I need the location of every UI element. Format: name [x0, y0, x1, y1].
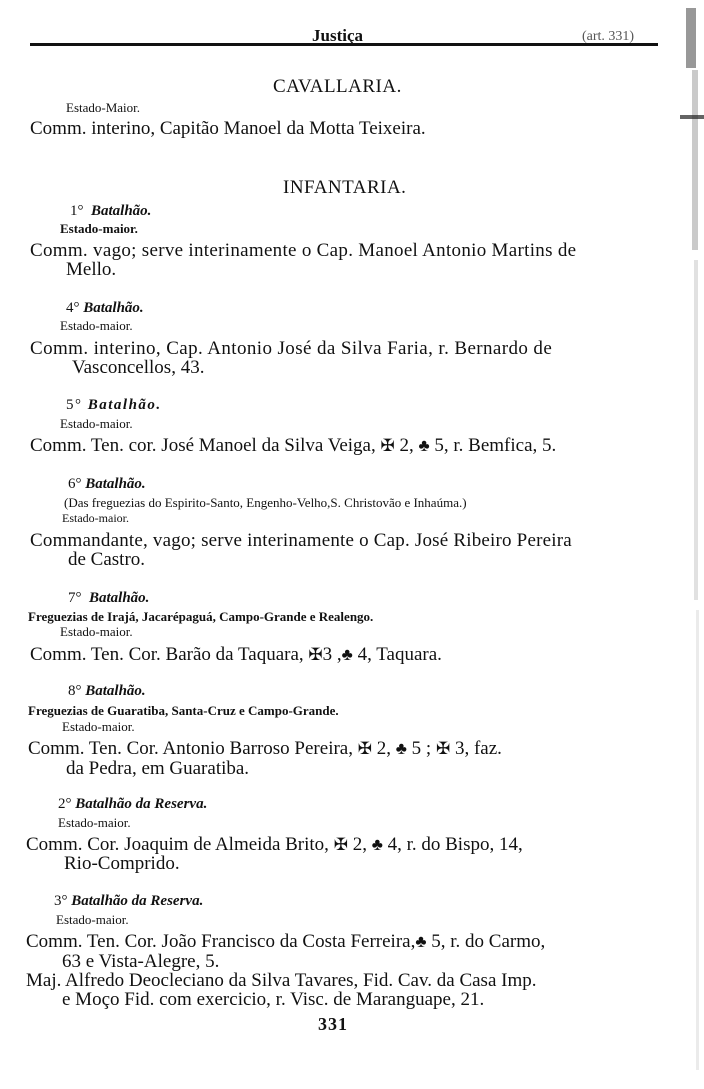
battalion-title: Batalhão. [85, 683, 146, 699]
cross-icon: ✠ [308, 645, 323, 664]
entry-text: Comm. Ten. Cor. Antonio Barroso Pereira, [28, 738, 353, 759]
parish-note: (Das freguezias do Espirito-Santo, Engenho-Velho,S. Christovão e Inhaúma.) [64, 495, 467, 510]
entry-text: Comm. Ten. Cor. João Francisco da Costa Ferreira, [26, 931, 416, 952]
entry-line: Mello. [66, 259, 117, 280]
cross-icon: ✠ [357, 739, 372, 758]
staff-label: Estado-maior. [62, 719, 135, 734]
entry-text: 4, Taquara. [357, 644, 442, 665]
entry-line: Comm. interino, Cap. Antonio José da Silva Faria, r. Bernardo de [30, 338, 553, 359]
battalion-title: Batalhão da Reserva. [71, 893, 204, 909]
header-rule [30, 43, 658, 46]
battalion-title: Batalhão da Reserva. [75, 796, 208, 812]
battalion-heading [54, 893, 203, 910]
section-heading-infantaria: INFANTARIA. [283, 177, 407, 198]
battalion-title: Batalhão. [87, 397, 162, 413]
battalion-number: 8° [68, 683, 82, 699]
battalion-number: 2° [58, 796, 72, 812]
page-number: 331 [318, 1014, 348, 1034]
entry-line: da Pedra, em Guaratiba. [66, 758, 250, 779]
battalion-heading [58, 796, 207, 813]
staff-label: Estado-maior. [60, 624, 133, 639]
entry-line [28, 738, 502, 760]
battalion-number: 4° [66, 300, 80, 316]
battalion-title: Batalhão. [91, 203, 152, 219]
entry-line: e Moço Fid. com exercicio, r. Visc. de Maranguape, 21. [62, 989, 485, 1010]
entry-line: Vasconcellos, 43. [72, 357, 205, 378]
battalion-number: 5° [66, 397, 83, 413]
medal-icon: ♣ [371, 835, 383, 854]
entry-text: 5, r. do Carmo, [431, 931, 546, 952]
battalion-number: 3° [54, 893, 68, 909]
parish-note: Freguezias de Guaratiba, Santa-Cruz e Campo-Grande. [28, 703, 339, 718]
battalion-heading [70, 203, 151, 220]
entry-text: 5, r. Bemfica, 5. [434, 435, 557, 456]
entry-line [30, 435, 556, 457]
entry-text: Comm. Cor. Joaquim de Almeida Brito, [26, 834, 329, 855]
entry-text: 3, faz. [454, 738, 502, 759]
cross-icon: ✠ [333, 835, 348, 854]
entry-line: Maj. Alfredo Deocleciano da Silva Tavares, Fid. Cav. da Casa Imp. [26, 970, 537, 991]
staff-label: Estado-maior. [60, 416, 133, 431]
battalion-title: Batalhão. [89, 590, 150, 606]
entry-text: 2, [376, 738, 391, 759]
entry-text: 5 ; [411, 738, 432, 759]
scan-edge-noise [678, 0, 704, 1089]
entry-text: 3 , [322, 644, 342, 665]
entry-line: Comm. vago; serve interinamente o Cap. Manoel Antonio Martins de [30, 240, 577, 261]
battalion-number: 1° [70, 203, 84, 219]
medal-icon: ♣ [341, 645, 353, 664]
entry-line [26, 931, 545, 953]
staff-label: Estado-maior. [62, 511, 129, 525]
entry-text: Comm. Ten. cor. José Manoel da Silva Veiga, [30, 435, 376, 456]
entry-line: Commandante, vago; serve interinamente o Cap. José Ribeiro Pereira [30, 530, 572, 551]
medal-icon: ♣ [415, 932, 427, 951]
battalion-number: 7° [68, 590, 82, 606]
parish-note: Freguezias de Irajá, Jacarépaguá, Campo-Grande e Realengo. [28, 609, 374, 624]
entry-line [30, 644, 442, 666]
entry-line: de Castro. [68, 549, 146, 570]
staff-label: Estado-maior. [58, 815, 131, 830]
battalion-heading [68, 476, 146, 493]
medal-icon: ♣ [395, 739, 407, 758]
battalion-heading [68, 683, 146, 700]
entry-line: Rio-Comprido. [64, 853, 180, 874]
entry-text: 2, [399, 435, 414, 456]
entry-line: Comm. interino, Capitão Manoel da Motta Teixeira. [30, 118, 426, 139]
battalion-number: 6° [68, 476, 82, 492]
battalion-title: Batalhão. [85, 476, 146, 492]
running-header-title: Justiça [312, 26, 363, 45]
running-header-ref: (art. 331) [582, 29, 635, 44]
entry-text: 4, r. do Bispo, 14, [387, 834, 523, 855]
medal-icon: ♣ [418, 436, 430, 455]
entry-line: 63 e Vista-Alegre, 5. [62, 951, 220, 972]
entry-text: Comm. Ten. Cor. Barão da Taquara, [30, 644, 304, 665]
cross-icon: ✠ [435, 739, 451, 758]
staff-label: Estado-maior. [56, 912, 129, 927]
battalion-heading [66, 397, 162, 414]
staff-label: Estado-Maior. [66, 100, 141, 115]
cross-icon: ✠ [380, 436, 395, 455]
staff-label: Estado-maior. [60, 221, 138, 236]
battalion-title: Batalhão. [83, 300, 144, 316]
section-heading-cavalaria: CAVALLARIA. [273, 76, 402, 97]
staff-label: Estado-maior. [60, 318, 133, 333]
battalion-heading [66, 300, 144, 317]
battalion-heading [68, 590, 149, 607]
entry-text: 2, [352, 834, 367, 855]
